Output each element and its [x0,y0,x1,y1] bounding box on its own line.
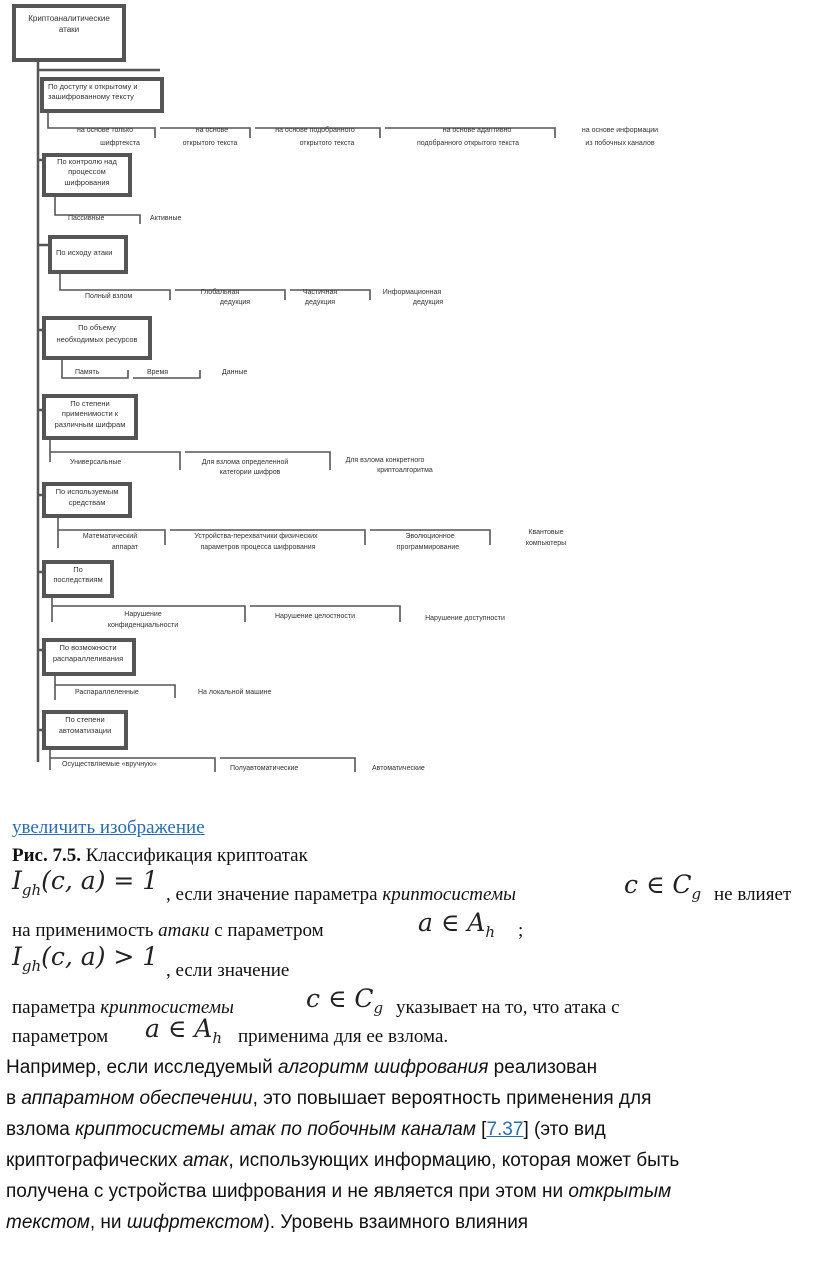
def2-line2: параметра криптосистемы [12,997,234,1018]
formula-a-in-ah-2: a ∈ $A_h$ [145,1014,223,1047]
svg-text:Для взлома определеннойкатегор: Для взлома определенной категории шифров [201,459,289,476]
svg-text:По доступу к открытому изашифр: По доступу к открытому и зашифрованному тексту [48,82,138,101]
formula-c-in-cg: c ∈ $C_g$ [624,870,702,903]
group-applicability [38,396,433,476]
para-line-6: текстом, ни шифртекстом). Уровень взаимного влияния [6,1212,529,1233]
formula-equal-one: $I_{gh}(c$, a) = 1 [12,866,159,899]
svg-text:РаспараллеленныеНа локальной м: Распараллеленные На локальной машине [75,689,272,696]
svg-text:Информационнаядедукция: Информационная дедукция [382,289,444,306]
def1-line1: , если значение параметра криптосистемы [166,884,516,905]
svg-text:Полный взлом: Полный взлом [85,293,133,300]
svg-text:Нарушение доступности: Нарушение доступности [425,615,505,622]
group-automation [38,712,425,772]
svg-text:Устройства-перехватчики физиче: Устройства-перехватчики физических параметров процесса шифрования [194,533,318,551]
svg-text:По степениавтоматизации: По степени автоматизации [58,715,112,735]
group-attack-outcome [38,237,443,306]
formula-greater-one: $I_{gh}(c$, a) > 1 [12,942,159,975]
svg-text:Квантовыекомпьютеры: Квантовые компьютеры [525,529,567,547]
root-label: Криптоаналитические атаки [28,14,110,34]
svg-text:ПассивныеАктивные: Пассивные Активные [68,215,182,222]
figure-caption [12,845,308,867]
para-line-5: получена с устройства шифрования и не является при этом ни открытым [6,1181,672,1202]
def2-line3: параметром [12,1026,109,1047]
svg-text:По исходу атаки: По исходу атаки [56,248,113,257]
def1-line1-end: не влияет [714,884,792,905]
para-line-1: Например, если исследуемый алгоритм шифрования реализован [6,1057,598,1078]
svg-text:Нарушениеконфиденциальности: Нарушение конфиденциальности [107,611,179,629]
svg-text:Нарушение целостности: Нарушение целостности [274,613,356,620]
para-line-3: взлома криптосистемы атак по побочным каналам [7.37] (это вид [6,1119,606,1140]
svg-text:на основе информациииз побочны: на основе информации из побочных каналов [581,127,659,147]
svg-text:Математическийаппарат: Математический аппарат [82,533,139,551]
para-line-2: в аппаратном обеспечении, это повышает вероятность применения для [6,1088,652,1109]
root-box [14,6,124,60]
group-process-control [38,155,182,224]
body-paragraph [6,1052,812,1238]
caption-text: Классификация криптоатак [81,845,308,866]
svg-text:на основеоткрытого текста: на основе открытого текста [182,127,238,147]
svg-text:ПамятьВремяДанные: Память Время Данные [75,369,248,376]
svg-text:Частичнаядедукция: Частичная дедукция [302,289,338,306]
group-means [38,484,566,551]
group-parallelization [38,640,272,700]
svg-text:По степениприменимости кразлич: По степени применимости к различным шифрам [54,399,126,429]
enlarge-image-link[interactable]: увеличить изображение [12,817,205,838]
caption-label: Рис. 7.5. [12,845,81,866]
svg-text:Для взлома конкретногокриптоал: Для взлома конкретного криптоалгоритма [345,457,433,474]
def1-semicolon: ; [518,920,524,941]
def1-line2: на применимость атаки с параметром [12,920,324,941]
reference-link-7-37[interactable]: 7.37 [486,1119,524,1140]
def2-line3-end: применима для ее взлома. [238,1026,449,1047]
svg-text:Эволюционноепрограммирование: Эволюционное программирование [396,533,460,551]
para-line-4: криптографических атак, использующих информацию, которая может быть [6,1150,680,1171]
formula-c-in-cg-2: c ∈ $C_g$ [306,984,384,1017]
svg-text:Универсальные: Универсальные [70,459,122,466]
svg-text:По контролю надпроцессомшифров: По контролю над процессом шифрования [57,157,117,187]
group-resources [38,318,247,378]
svg-text:на основе подобранногооткрытог: на основе подобранного открытого текста [275,127,355,147]
group-consequences [38,562,505,629]
svg-text:По используемымсредствам: По используемым средствам [55,487,119,507]
def2-line2-end: указывает на то, что атака с [396,997,620,1018]
svg-text:Глобальнаядедукция: Глобальная дедукция [200,289,251,306]
def2-line1: , если значение [166,960,290,981]
svg-text:на основе адаптивноподобранног: на основе адаптивно подобранного открытого текста [416,127,520,147]
svg-text:По возможностираспараллеливани: По возможности распараллеливания [52,643,124,663]
svg-text:Осуществляемые «вручную»Полуав: Осуществляемые «вручную»Полуавтоматические Автоматические [62,761,425,772]
svg-text:По объемунеобходимых ресурсов: По объему необходимых ресурсов [56,323,138,344]
svg-text:на основе толькошифртекста: на основе только шифртекста [77,127,140,147]
group-access-to-text [38,70,658,147]
formula-a-in-ah: a ∈ $A_h$ [418,908,496,941]
svg-text:Попоследствиям: По последствиям [53,565,103,584]
